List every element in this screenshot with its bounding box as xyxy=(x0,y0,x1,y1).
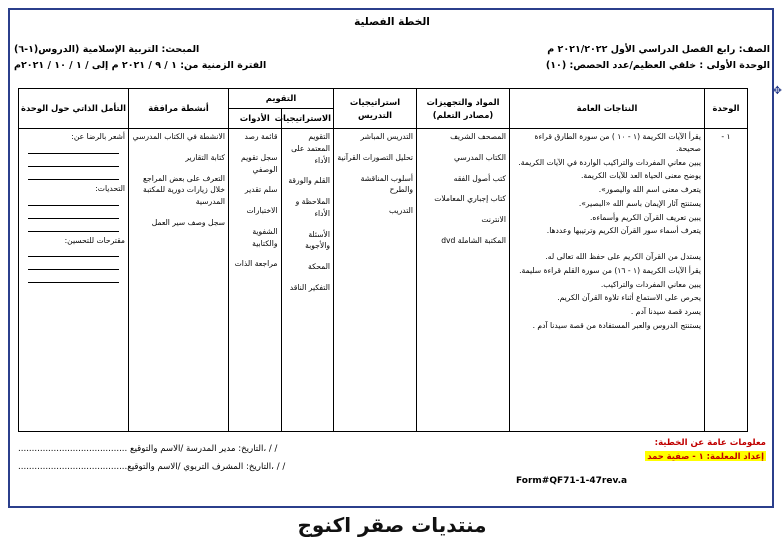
reflection-write-line[interactable] xyxy=(28,196,119,206)
signature-principal-date-label: ،التاريخ: xyxy=(238,444,267,454)
signature-principal-date: / / xyxy=(268,444,278,454)
eval-strategy-item: الملاحظة و الأداء xyxy=(295,197,330,218)
material-item: المكتبة الشاملة dvd xyxy=(441,235,506,245)
eval-tool-item: الاختبارات xyxy=(246,206,278,216)
material-item: المصحف الشريف xyxy=(450,132,506,142)
objective-item: يبين معاني المفردات والتراكيب. xyxy=(600,279,701,289)
col-eval-strategies: الاستراتيجيات xyxy=(281,109,334,129)
activity-item: التعرف على بعض المراجع خلال زيارات دورية للمكتبة المدرسية xyxy=(143,173,225,207)
corner-marker-icon: ✥ xyxy=(772,84,782,97)
eval-tool-item: مراجعة الذات xyxy=(234,259,278,269)
col-reflection: التأمل الذاتي حول الوحدة xyxy=(19,89,129,129)
reflection-label-improvements: مقترحات للتحسين: xyxy=(64,235,125,245)
form-code: Form#QF71-1-47rev.a xyxy=(516,476,628,486)
footer-signatures xyxy=(18,440,458,476)
col-evaluation: التقويم xyxy=(229,89,334,109)
reflection-write-line[interactable] xyxy=(28,157,119,167)
objective-item: يقرأ الآيات الكريمة (١ - ١٠ ) من سورة الطارق قراءة صحيحة. xyxy=(534,132,701,153)
strategy-item: التدريب xyxy=(389,206,413,216)
reflection-write-line[interactable] xyxy=(28,170,119,180)
eval-tool-item: سجل تقويم الوصفي xyxy=(241,152,278,174)
reflection-label-satisfaction: أشعر بالرضا عن: xyxy=(71,132,125,142)
prepared-by: إعداد المعلمة: ١ - صفية حمد xyxy=(647,451,764,461)
objective-item: يستدل من القرآن الكريم على حفظ الله تعالى له. xyxy=(545,252,701,262)
col-strategies: استراتيجيات التدريس xyxy=(334,89,417,129)
material-item: الانترنت xyxy=(481,215,506,225)
signature-supervisor-date: / / xyxy=(276,462,286,473)
reflection-write-line[interactable] xyxy=(28,222,119,232)
header-grade-term: الصف: رابع الفصل الدراسي الأول ٢٠٢١/٢٠٢٢ م xyxy=(547,44,770,55)
strategy-item: تحليل التصورات القرآنية xyxy=(337,152,413,162)
cell-activities xyxy=(129,129,229,432)
cell-reflection xyxy=(19,129,129,432)
col-eval-tools: الأدوات xyxy=(229,109,282,129)
eval-tool-item: قائمة رصد xyxy=(244,132,278,142)
eval-strategy-item: المحكة xyxy=(308,262,330,272)
eval-strategy-item: التقويم المعتمد على الأداء xyxy=(291,132,330,165)
eval-tool-item: الشفوية والكتابية xyxy=(252,226,278,248)
eval-strategy-item: القلم والورقة xyxy=(288,176,330,186)
table-row xyxy=(19,129,748,432)
col-activities: أنشطة مرافقة xyxy=(129,89,229,129)
eval-tool-item: سلم تقدير xyxy=(244,185,278,195)
activity-item: سجل وصف سير العمل xyxy=(151,217,225,227)
col-materials: المواد والتجهيزات (مصادر التعلم) xyxy=(417,89,510,129)
reflection-label-challenges: التحديات: xyxy=(95,183,125,193)
strategy-item: التدريس المباشر xyxy=(360,132,413,142)
reflection-write-line[interactable] xyxy=(28,273,119,283)
cell-objectives xyxy=(510,129,705,432)
header-subject: المبحث: التربية الإسلامية (الدروس(١-٦) xyxy=(14,44,200,55)
notes-title: معلومات عامة عن الخطية: xyxy=(654,438,766,448)
page-title: الخطة الفصلية xyxy=(354,16,430,28)
footer-notes xyxy=(516,438,766,486)
objective-item: يتعرف معنى اسم الله واليصور». xyxy=(598,185,701,195)
signature-supervisor-text: المشرف التربوي /الاسم والتوقيع........................................ xyxy=(18,462,244,473)
reflection-write-line[interactable] xyxy=(28,209,119,219)
objective-item: يسرد قصة سيدنا آدم . xyxy=(630,307,701,317)
material-item: كتاب إجباري المعاملات xyxy=(434,194,506,204)
strategy-item: أسلوب المناقشة والطرح xyxy=(360,173,413,195)
objective-item: يستنتج آثار الإيمان باسم الله «البصير». xyxy=(578,198,701,208)
cell-materials xyxy=(417,129,510,432)
reflection-write-line[interactable] xyxy=(28,247,119,257)
material-item: الكتاب المدرسي xyxy=(454,152,506,162)
activity-item: الانشطة في الكتاب المدرسي xyxy=(132,132,225,142)
header-period: الفترة الزمنية من: ١ / ٩ / ٢٠٢١ م إلى / ١ / ١٠ / ٢٠٢١م xyxy=(14,60,267,71)
cell-eval-tools xyxy=(229,129,282,432)
table-header-row xyxy=(19,89,748,109)
objective-item: يوضح معنى الحياة العد للآيات الكريمة. xyxy=(580,171,701,181)
col-objectives: النتاجات العامة xyxy=(510,89,705,129)
reflection-write-line[interactable] xyxy=(28,144,119,154)
eval-strategy-item: الأسئلة والأجوبة xyxy=(305,229,330,251)
header-unit-hours: الوحدة الأولى : خلقي العظيم/عدد الحصص: (١٠) xyxy=(545,60,770,71)
plan-table xyxy=(18,88,748,432)
cell-strategies xyxy=(334,129,417,432)
cell-eval-strategies xyxy=(281,129,334,432)
signature-principal xyxy=(18,440,458,458)
signature-principal-text: مدير المدرسة /الاسم والتوقيع ........................................ xyxy=(18,444,236,454)
footer xyxy=(18,438,766,500)
objective-item: يتعرف أسماء سور القرآن الكريم وترتيبها وعددها. xyxy=(546,226,701,236)
watermark: منتديات صقر اكنوج xyxy=(297,513,487,537)
objective-item: يستنتج الدروس والعبر المستفادة من قصة سيدنا آدم . xyxy=(532,320,701,330)
objective-item: يبين تعريف القرآن الكريم وأسماءه. xyxy=(590,212,701,222)
objective-item: يبين معاني المفردات والتراكيب الواردة في الآيات الكريمة. xyxy=(518,157,701,167)
objective-item: يحرص على الاستماع أثناء تلاوة القرآن الكريم. xyxy=(557,293,701,303)
signature-supervisor-date-label: ،التاريخ: xyxy=(245,462,274,473)
col-unit: الوحدة xyxy=(705,89,748,129)
eval-strategy-item: التفكير الناقد xyxy=(289,282,330,292)
cell-unit-number: ١ - xyxy=(705,129,748,432)
signature-supervisor xyxy=(18,458,458,476)
reflection-write-line[interactable] xyxy=(28,260,119,270)
activity-item: كتابة التقارير xyxy=(185,152,225,162)
objective-item: يقرأ الآيات الكريمة (١ - ١٦) من سورة القلم قراءة سليمة. xyxy=(519,265,701,275)
header-row-2 xyxy=(14,60,770,71)
material-item: كتب أصول الفقه xyxy=(453,173,506,183)
header-row-1 xyxy=(14,44,770,55)
